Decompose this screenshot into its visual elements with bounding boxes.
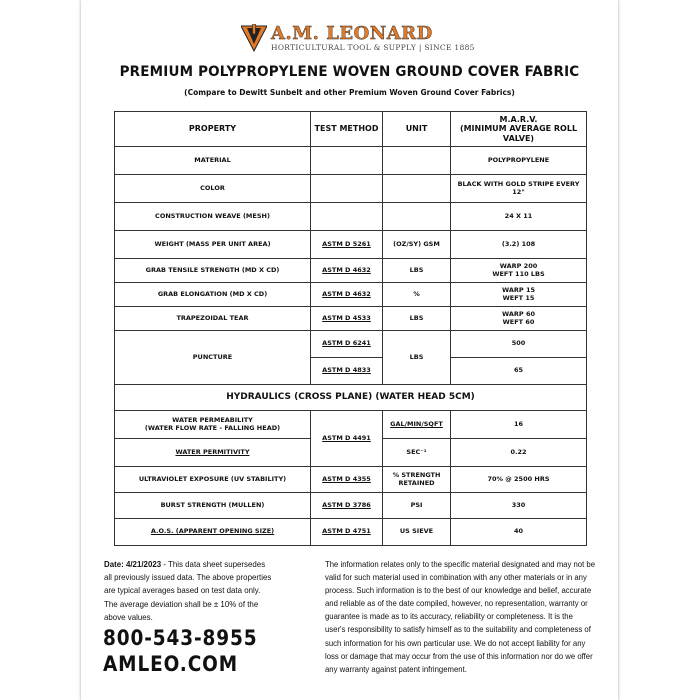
property-cell: A.O.S. (APPARENT OPENING SIZE) (115, 519, 311, 546)
method-cell: ASTM D 4751 (311, 519, 383, 546)
table-row (115, 519, 587, 546)
method-cell: ASTM D 4491 (311, 411, 383, 467)
unit-cell: GAL/MIN/SQFT (383, 411, 451, 439)
method-cell: ASTM D 3786 (311, 493, 383, 519)
data-sheet-page (81, 0, 618, 700)
method-cell: ASTM D 4632 (311, 259, 383, 283)
value-cell: WARP 200 WEFT 110 LBS (451, 259, 587, 283)
header-marv-line1: M.A.R.V. (499, 115, 538, 125)
header-marv (451, 112, 587, 147)
value-cell: 40 (451, 519, 587, 546)
table-row (115, 283, 587, 307)
unit-cell: LBS (383, 331, 451, 385)
value-cell: WARP 60 WEFT 60 (451, 307, 587, 331)
table-row (115, 467, 587, 493)
value-cell: (3.2) 108 (451, 231, 587, 259)
phone-number[interactable]: 800-543-8955 (103, 626, 258, 650)
method-cell: ASTM D 5261 (311, 231, 383, 259)
method-cell: ASTM D 4632 (311, 283, 383, 307)
table-row (115, 411, 587, 439)
disclaimer-text: The information relates only to the specific material designated and may not be valid for such material used in combination with any other materials or in any process. Such information is to the best of our knowledge and belief, accurate and reliable as of the date compiled, however, no representation, warranty or guarantee is made as to its accuracy, reliability or completeness. It is the user's responsibility to satisfy himself as to the suitability and completeness of such information for his own particular use. We do not accept liability for any loss or damage that may occur from the use of this information nor do we offer any warranty against patent infringement. (325, 559, 595, 674)
property-cell: WATER PERMITIVITY (115, 439, 311, 467)
section-row (115, 385, 587, 411)
page-title: PREMIUM POLYPROPYLENE WOVEN GROUND COVER FABRIC (119, 64, 580, 80)
header-unit: UNIT (383, 112, 451, 147)
value-cell: 0.22 (451, 439, 587, 467)
property-cell: WATER PERMEABILITY (WATER FLOW RATE - FALLING HEAD) (115, 411, 311, 439)
value-cell: 24 X 11 (451, 203, 587, 231)
method-cell: ASTM D 4355 (311, 467, 383, 493)
property-cell: TRAPEZOIDAL TEAR (115, 307, 311, 331)
property-cell: COLOR (115, 175, 311, 203)
property-cell: WEIGHT (MASS PER UNIT AREA) (115, 231, 311, 259)
method-cell: ASTM D 4833 (311, 358, 383, 385)
method-cell: ASTM D 6241 (311, 331, 383, 358)
brand-name: A.M. LEONARD (271, 23, 433, 44)
property-cell: MATERIAL (115, 147, 311, 175)
table-row (115, 147, 587, 175)
property-cell: GRAB TENSILE STRENGTH (MD X CD) (115, 259, 311, 283)
unit-cell: LBS (383, 259, 451, 283)
value-cell: 16 (451, 411, 587, 439)
method-cell: ASTM D 4533 (311, 307, 383, 331)
brand-tagline: HORTICULTURAL TOOL & SUPPLY | SINCE 1885 (271, 43, 475, 52)
unit-cell: SEC⁻¹ (383, 439, 451, 467)
date-note (104, 558, 274, 624)
value-cell: 65 (451, 358, 587, 385)
unit-cell: US SIEVE (383, 519, 451, 546)
table-header-row (115, 112, 587, 147)
header-test-method: TEST METHOD (311, 112, 383, 147)
spec-table (114, 111, 587, 546)
date-text: - This data sheet supersedes all previously issued data. The above properties are typical averages based on test data only. The average deviation shall be ± 10% of the above values. (104, 559, 272, 622)
value-cell: 330 (451, 493, 587, 519)
unit-cell: % STRENGTH RETAINED (383, 467, 451, 493)
table-row (115, 331, 587, 358)
value-cell: 500 (451, 331, 587, 358)
table-row (115, 231, 587, 259)
value-cell: POLYPROPYLENE (451, 147, 587, 175)
brand-logo (241, 23, 475, 54)
table-row (115, 259, 587, 283)
value-cell: BLACK WITH GOLD STRIPE EVERY 12" (451, 175, 587, 203)
property-cell: PUNCTURE (115, 331, 311, 385)
table-row (115, 493, 587, 519)
unit-cell: % (383, 283, 451, 307)
shovel-logo-icon (241, 24, 267, 52)
value-cell: WARP 15 WEFT 15 (451, 283, 587, 307)
table-row (115, 307, 587, 331)
property-cell: CONSTRUCTION WEAVE (MESH) (115, 203, 311, 231)
website-link[interactable]: AMLEO.COM (103, 652, 238, 676)
page-subtitle: (Compare to Dewitt Sunbelt and other Premium Woven Ground Cover Fabrics) (184, 88, 515, 97)
hydraulics-section-header: HYDRAULICS (CROSS PLANE) (WATER HEAD 5CM) (115, 385, 587, 411)
property-cell: BURST STRENGTH (MULLEN) (115, 493, 311, 519)
date-label: Date: 4/21/2023 (104, 559, 162, 569)
property-cell: GRAB ELONGATION (MD X CD) (115, 283, 311, 307)
header-marv-line2: (MINIMUM AVERAGE ROLL VALVE) (459, 124, 578, 143)
header-property: PROPERTY (115, 112, 311, 147)
table-row (115, 175, 587, 203)
unit-cell: (OZ/SY) GSM (383, 231, 451, 259)
unit-cell: LBS (383, 307, 451, 331)
value-cell: 70% @ 2500 HRS (451, 467, 587, 493)
unit-cell: PSI (383, 493, 451, 519)
property-cell: ULTRAVIOLET EXPOSURE (UV STABILITY) (115, 467, 311, 493)
table-row (115, 203, 587, 231)
